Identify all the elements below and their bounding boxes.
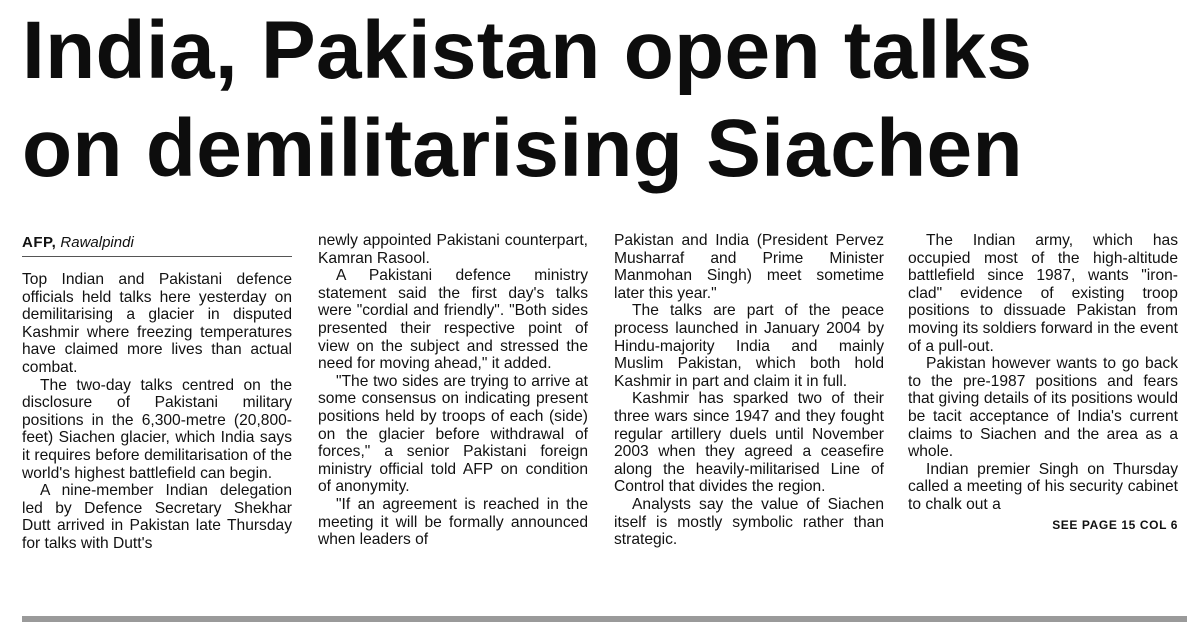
- paragraph: A Pakistani defence ministry statement said the first day's talks were "cordial and friendly". "Both sides presented their respective point of view on the subject and stressed the need for moving ahead," it added.: [318, 267, 588, 373]
- paragraph: Analysts say the value of Siachen itself is mostly symbolic rather than strategic.: [614, 495, 884, 549]
- byline-place: Rawalpindi: [60, 234, 134, 251]
- article-column-1: [22, 232, 292, 608]
- paragraph: "If an agreement is reached in the meeting it will be formally announced when leaders of: [318, 495, 588, 549]
- paragraph: Pakistan however wants to go back to the pre-1987 positions and fears that giving details of its positions would be tacit acceptance of India's current claims to Siachen and the area as a whole.: [908, 355, 1178, 461]
- paragraph: Kashmir has sparked two of their three wars since 1947 and they fought regular artillery duels until November 2003 when they agreed a ceasefire along the heavily-militarised Line of Control that divides the region.: [614, 390, 884, 496]
- article-column-4: [908, 232, 1178, 608]
- jump-line: SEE PAGE 15 COL 6: [1052, 517, 1178, 532]
- bottom-rule: [22, 616, 1187, 622]
- paragraph: The Indian army, which has occupied most of the high-altitude battlefield since 1987, wants "iron-clad" evidence of existing troop positions to dissuade Pakistan from moving its soldiers forward in the event of a pull-out.: [908, 232, 1178, 355]
- article-column-3: [614, 232, 884, 608]
- paragraph: newly appointed Pakistani counterpart, Kamran Rasool.: [318, 232, 588, 267]
- paragraph: Pakistan and India (President Pervez Musharraf and Prime Minister Manmohan Singh) meet sometime later this year.": [614, 232, 884, 302]
- paragraph: A nine-member Indian delegation led by Defence Secretary Shekhar Dutt arrived in Pakistan late Thursday for talks with Dutt's: [22, 482, 292, 552]
- byline-agency: AFP,: [22, 234, 57, 251]
- paragraph: Indian premier Singh on Thursday called a meeting of his security cabinet to chalk out a: [908, 460, 1178, 513]
- paragraph: "The two sides are trying to arrive at some consensus on indicating present positions held by troops of each (side) on the glacier before withdrawal of forces," a senior Pakistani foreign ministry official told AFP on condition of anonymity.: [318, 372, 588, 496]
- headline-line-1: India, Pakistan open talks: [22, 5, 1033, 96]
- byline: [22, 232, 292, 257]
- headline: [22, 2, 1187, 198]
- paragraph: The two-day talks centred on the disclosure of Pakistani military positions in the 6,300-metre (20,800-feet) Siachen glacier, which India says it requires before demilitarisation of the world's highest battlefield can begin.: [22, 376, 292, 482]
- paragraph: The talks are part of the peace process launched in January 2004 by Hindu-majority India and mainly Muslim Pakistan, which both hold Kashmir in part and claim it in full.: [614, 302, 884, 390]
- article-column-2: [318, 232, 588, 608]
- paragraph: Top Indian and Pakistani defence officials held talks here yesterday on demilitarising a glacier in disputed Kashmir where freezing temperatures have claimed more lives than actual combat.: [22, 271, 292, 376]
- headline-line-2: on demilitarising Siachen: [22, 103, 1023, 194]
- article-body: [22, 232, 1182, 608]
